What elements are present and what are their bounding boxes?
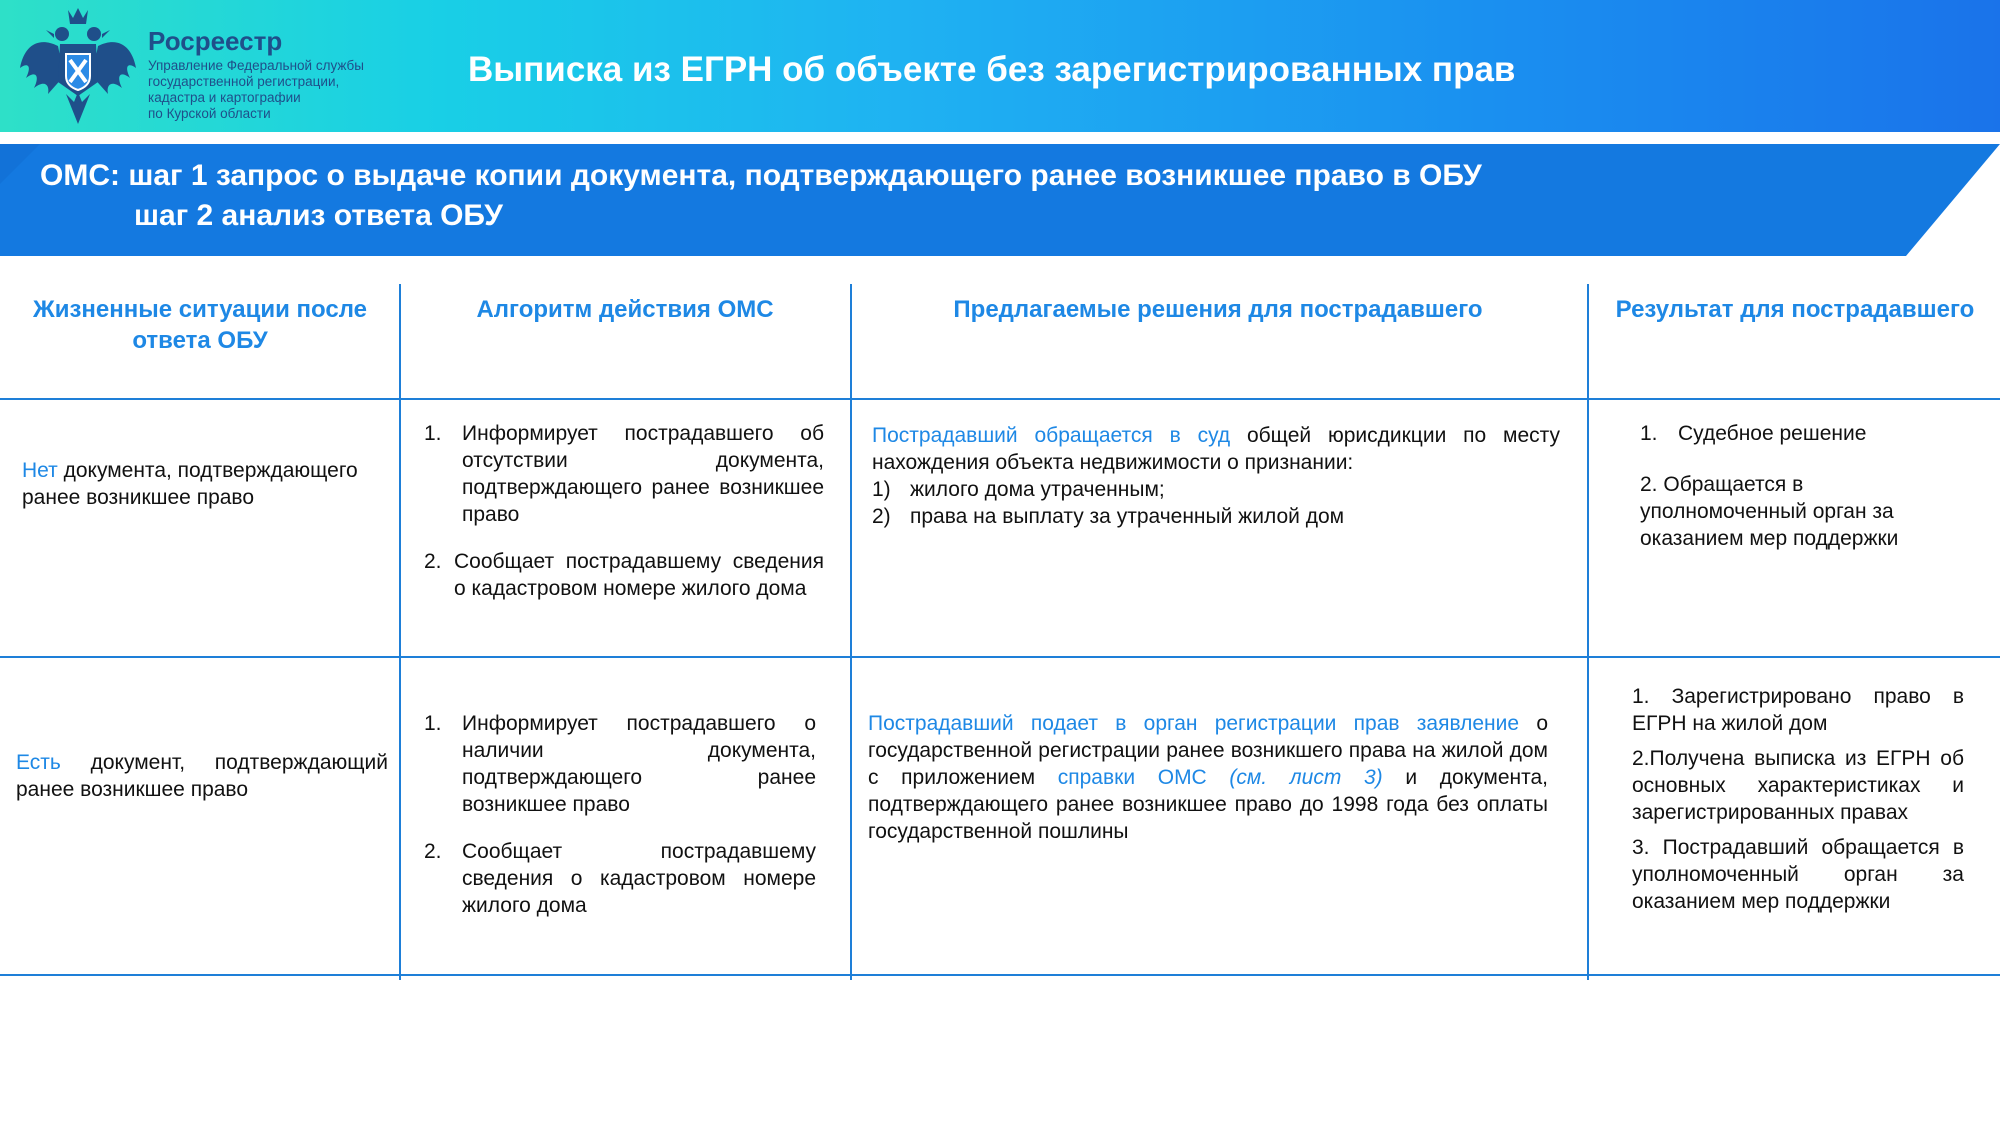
result-cell <box>1640 420 1960 552</box>
solution-text: о государственной регистрации ранее возникшего права на жилой дом с приложением <box>868 712 1548 789</box>
list-text: Сообщает пострадавшему сведения о кадастровом номере жилого дома <box>462 840 816 917</box>
list-item <box>424 420 824 528</box>
list-item <box>1640 471 1960 552</box>
situation-highlight: Нет <box>22 459 58 482</box>
column-divider <box>399 284 401 980</box>
list-number: 3. <box>1632 836 1650 859</box>
list-number: 1. <box>424 422 442 445</box>
list-number: 2. <box>424 550 442 573</box>
list-number: 2) <box>872 505 891 528</box>
header-band <box>0 0 2000 132</box>
column-header-situations: Жизненные ситуации после ответа ОБУ <box>33 296 367 354</box>
banner-step-2: шаг 2 анализ ответа ОБУ <box>134 199 503 232</box>
solution-sheet-reference: (см. лист 3) <box>1206 766 1383 789</box>
list-text: Информирует пострадавшего об отсутствии документа, подтверждающего ранее возникшее право <box>462 422 824 526</box>
row-divider <box>0 656 2000 658</box>
algorithm-cell <box>424 420 824 602</box>
list-number: 1. <box>1632 685 1650 708</box>
banner-step-1: ОМС: шаг 1 запрос о выдаче копии документа, подтверждающего ранее возникшее право в ОБУ <box>40 159 1482 192</box>
list-item <box>424 710 816 818</box>
step-banner <box>0 144 2000 256</box>
column-divider <box>850 284 852 980</box>
situation-cell <box>16 749 388 803</box>
solution-text: и документа, подтверждающего ранее возникшее право до 1998 года без оплаты государственной пошлины <box>868 766 1549 843</box>
list-item <box>424 548 824 602</box>
list-item <box>1632 683 1964 737</box>
list-item <box>872 476 1560 503</box>
list-number: 2. <box>1632 747 1650 770</box>
list-item <box>1640 420 1960 447</box>
list-text: права на выплату за утраченный жилой дом <box>910 505 1345 528</box>
column-divider <box>1587 284 1589 980</box>
column-header-solutions: Предлагаемые решения для пострадавшего <box>953 296 1483 323</box>
list-item <box>872 503 1560 530</box>
situation-text: документа, подтверждающего ранее возникшее право <box>22 459 358 509</box>
list-number: 1. <box>424 712 442 735</box>
brand-sub-line: Управление Федеральной службы <box>148 58 364 73</box>
algorithm-cell <box>424 710 816 919</box>
column-header-algorithm: Алгоритм действия ОМС <box>476 296 774 323</box>
row-divider <box>0 974 2000 976</box>
list-text: Обращается в уполномоченный орган за оказанием мер поддержки <box>1640 473 1899 550</box>
situation-highlight: Есть <box>16 751 61 774</box>
list-text: Судебное решение <box>1678 422 1867 445</box>
list-text: Сообщает пострадавшему сведения о кадастровом номере жилого дома <box>454 550 824 600</box>
list-number: 2. <box>1640 473 1658 496</box>
list-number: 1) <box>872 478 891 501</box>
list-text: Информирует пострадавшего о наличии документа, подтверждающего ранее возникшее право <box>462 712 816 816</box>
solution-text: общей юрисдикции по месту нахождения объекта недвижимости о признании: <box>872 424 1560 474</box>
column-header-result: Результат для пострадавшего <box>1615 296 1975 323</box>
eagle-emblem-icon <box>18 6 138 130</box>
list-text: Зарегистрировано право в ЕГРН на жилой дом <box>1632 685 1964 735</box>
list-item <box>424 838 816 919</box>
list-item <box>1632 834 1964 915</box>
list-item <box>1632 745 1964 826</box>
solution-cell <box>868 710 1548 845</box>
situation-cell <box>22 457 390 511</box>
list-text: Получена выписка из ЕГРН об основных характеристиках и зарегистрированных правах <box>1632 747 1964 824</box>
solution-cell <box>872 422 1560 530</box>
list-text: жилого дома утраченным; <box>910 478 1165 501</box>
brand-name: Росреестр <box>148 26 283 56</box>
list-number: 1. <box>1640 422 1658 445</box>
brand-subtitle <box>148 58 408 122</box>
solution-link-reference: справки ОМС <box>1057 766 1207 789</box>
situation-text: документ, подтверждающий ранее возникшее право <box>16 751 388 801</box>
brand-sub-line: государственной регистрации, <box>148 74 340 89</box>
page-title: Выписка из ЕГРН об объекте без зарегистрированных прав <box>468 50 1516 89</box>
solution-highlight: Пострадавший подает в орган регистрации прав заявление <box>868 712 1520 735</box>
row-divider <box>0 398 2000 400</box>
brand-sub-line: кадастра и картографии <box>148 90 301 105</box>
solution-highlight: Пострадавший обращается в суд <box>872 424 1231 447</box>
brand-sub-line: по Курской области <box>148 106 271 121</box>
list-number: 2. <box>424 840 442 863</box>
list-text: Пострадавший обращается в уполномоченный орган за оказанием мер поддержки <box>1632 836 1964 913</box>
result-cell <box>1632 683 1964 915</box>
